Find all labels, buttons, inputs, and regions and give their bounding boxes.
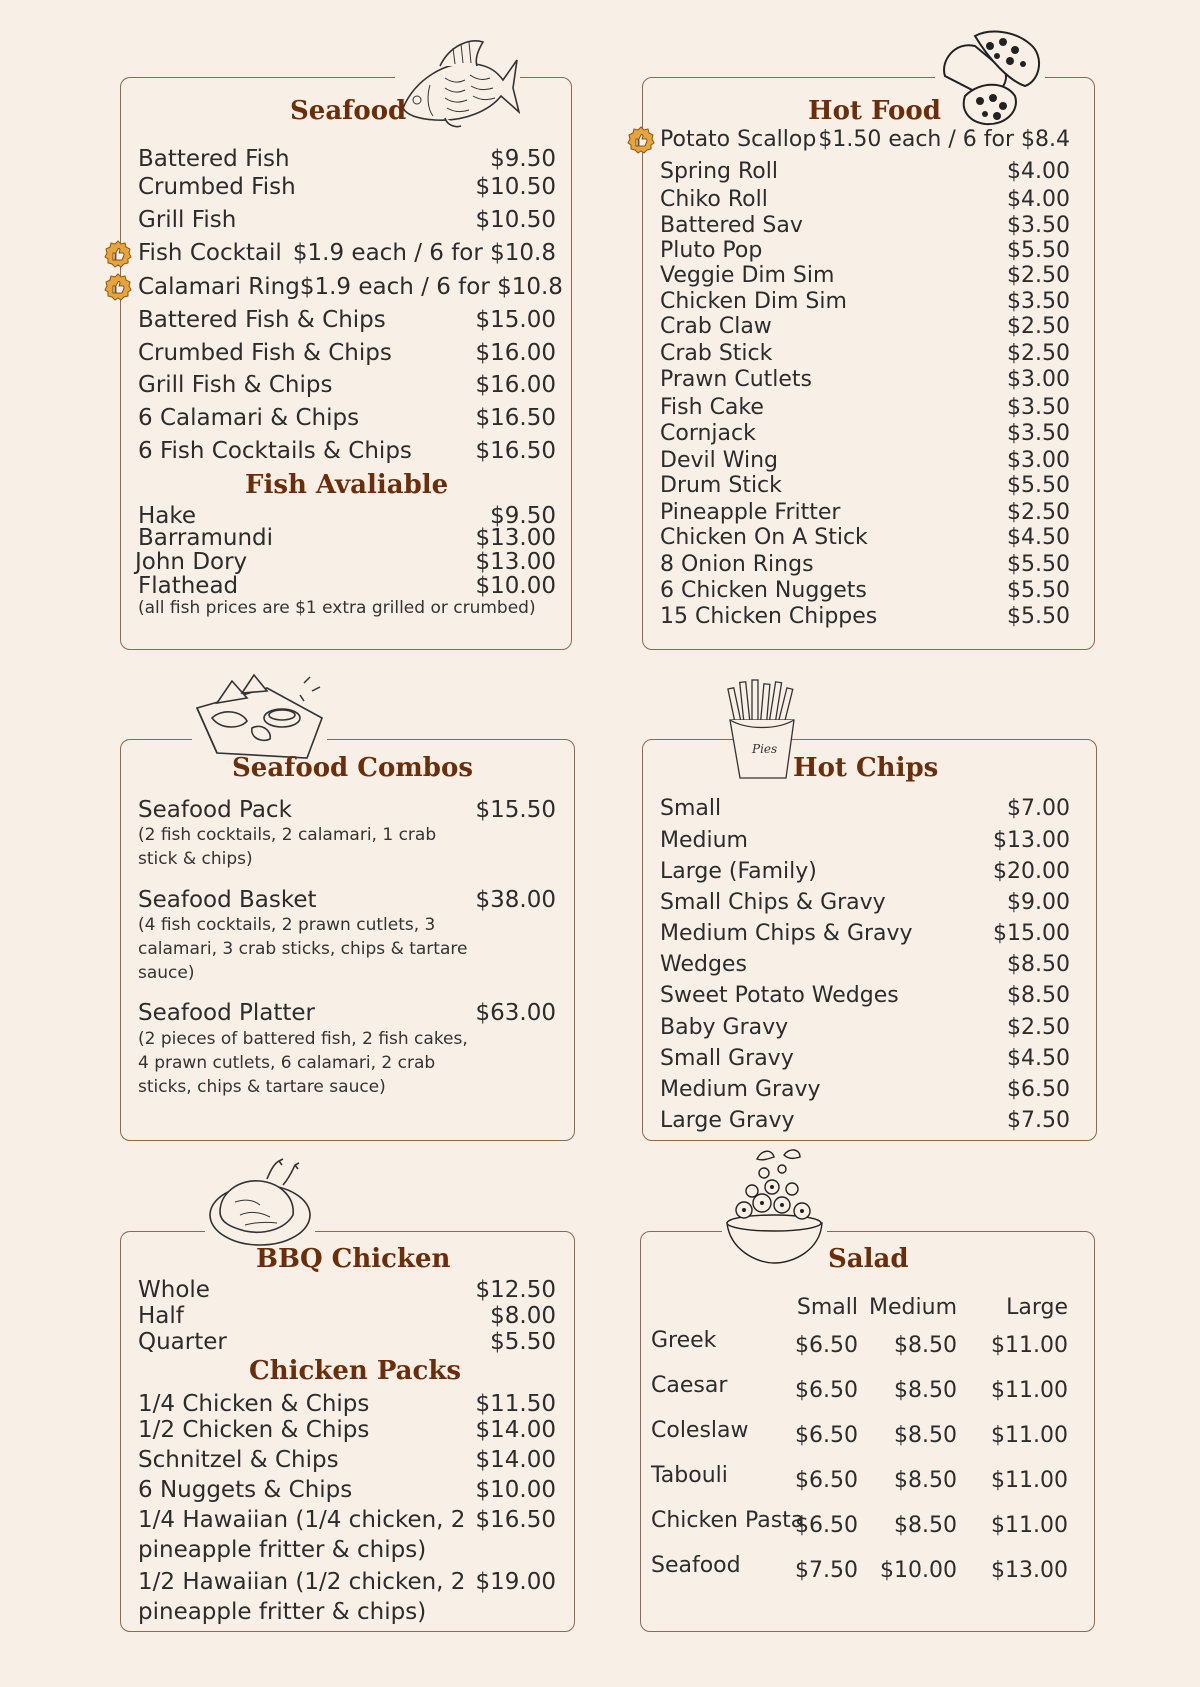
chicken-pack-item-continued: pineapple fritter & chips) (138, 1537, 427, 1563)
chicken-pack-item: 1/4 Hawaiian (1/4 chicken, 2 $16.50 (138, 1507, 556, 1533)
chips-item: Wedges $8.50 (660, 952, 1070, 977)
combo-description: (2 fish cocktails, 2 calamari, 1 crab stick & chips) (138, 825, 437, 869)
salad-bowl-illustration-icon (722, 1145, 827, 1275)
salad-price: $6.50 (795, 1423, 858, 1448)
chicken-pack-item: 1/2 Hawaiian (1/2 chicken, 2 $19.00 (138, 1569, 556, 1595)
salad-price: $6.50 (795, 1468, 858, 1493)
fish-item: Flathead $10.00 (138, 573, 556, 599)
chicken-pack-item: Schnitzel & Chips $14.00 (138, 1447, 556, 1473)
menu-item: Crumbed Fish $10.50 (138, 174, 556, 200)
menu-item: Drum Stick $5.50 (660, 473, 1070, 498)
menu-item: Chicken Dim Sim $3.50 (660, 289, 1070, 314)
seafood-title: Seafood (290, 96, 407, 126)
menu-item: Fish Cake $3.50 (660, 395, 1070, 420)
menu-item: Crab Stick $2.50 (660, 341, 1070, 366)
salad-price: $11.00 (991, 1378, 1068, 1403)
menu-item: 8 Onion Rings $5.50 (660, 552, 1070, 577)
salad-price: $8.50 (894, 1423, 957, 1448)
salad-name: Caesar (651, 1373, 728, 1398)
menu-item: 15 Chicken Chippes $5.50 (660, 604, 1070, 629)
menu-item: Veggie Dim Sim $2.50 (660, 263, 1070, 288)
menu-item-featured: Fish Cocktail $1.9 each / 6 for $10.8 (138, 240, 556, 266)
salad-price: $8.50 (894, 1378, 957, 1403)
menu-item: Devil Wing $3.00 (660, 448, 1070, 473)
menu-item: Crab Claw $2.50 (660, 314, 1070, 339)
salad-size-header: Small (796, 1295, 858, 1320)
salad-name: Seafood (651, 1553, 741, 1578)
menu-item: Grill Fish & Chips $16.00 (138, 372, 556, 398)
chicken-item: Half $8.00 (138, 1303, 556, 1329)
salad-price: $6.50 (795, 1513, 858, 1538)
salad-price: $7.50 (795, 1558, 858, 1583)
fish-item: Barramundi $13.00 (138, 525, 556, 551)
chips-item: Medium $13.00 (660, 828, 1070, 853)
chips-item: Medium Gravy $6.50 (660, 1077, 1070, 1102)
menu-item: Crumbed Fish & Chips $16.00 (138, 340, 556, 366)
chips-item: Medium Chips & Gravy $15.00 (660, 921, 1070, 946)
fish-price-note: (all fish prices are $1 extra grilled or crumbed) (138, 598, 536, 618)
chips-item: Sweet Potato Wedges $8.50 (660, 983, 1070, 1008)
chicken-pack-item: 1/4 Chicken & Chips $11.50 (138, 1391, 556, 1417)
salad-price: $11.00 (991, 1423, 1068, 1448)
chips-item: Large Gravy $7.50 (660, 1108, 1070, 1133)
combo-item: Seafood Basket $38.00 (138, 887, 556, 913)
menu-item: Pluto Pop $5.50 (660, 238, 1070, 263)
chicken-pack-item: 6 Nuggets & Chips $10.00 (138, 1477, 556, 1503)
menu-item: Spring Roll $4.00 (660, 159, 1070, 184)
menu-item: Pineapple Fritter $2.50 (660, 500, 1070, 525)
chips-item: Small $7.00 (660, 796, 1070, 821)
seafood-combos-title: Seafood Combos (232, 753, 473, 783)
salad-price: $8.50 (894, 1333, 957, 1358)
chips-box-label: Pies (752, 742, 778, 756)
thumbs-up-badge-icon (627, 126, 655, 154)
menu-item: Grill Fish $10.50 (138, 207, 556, 233)
fish-illustration-icon (395, 30, 520, 130)
salad-price: $6.50 (795, 1378, 858, 1403)
chicken-item: Quarter $5.50 (138, 1329, 556, 1355)
salad-price: $8.50 (894, 1513, 957, 1538)
combo-description: (4 fish cocktails, 2 prawn cutlets, 3 calamari, 3 crab sticks, chips & tartare sauce) (138, 915, 468, 983)
menu-item-featured: Calamari Ring $1.9 each / 6 for $10.8 (138, 274, 563, 300)
chicken-pack-item-continued: pineapple fritter & chips) (138, 1599, 427, 1625)
salad-name: Chicken Pasta (651, 1508, 805, 1533)
salad-size-header: Large (1006, 1295, 1068, 1320)
salad-price: $11.00 (991, 1333, 1068, 1358)
salad-price: $11.00 (991, 1468, 1068, 1493)
menu-item: Battered Sav $3.50 (660, 213, 1070, 238)
salad-price: $10.00 (880, 1558, 957, 1583)
bbq-chicken-title: BBQ Chicken (256, 1244, 451, 1274)
thumbs-up-badge-icon (104, 273, 132, 301)
menu-item: 6 Calamari & Chips $16.50 (138, 405, 556, 431)
hot-food-title: Hot Food (808, 96, 941, 126)
fish-available-title: Fish Avaliable (245, 470, 449, 500)
chips-item: Small Gravy $4.50 (660, 1046, 1070, 1071)
chicken-item: Whole $12.50 (138, 1277, 556, 1303)
salad-name: Greek (651, 1328, 717, 1353)
roast-chicken-illustration-icon (205, 1157, 315, 1252)
menu-item: Battered Fish $9.50 (138, 146, 556, 172)
fish-item: John Dory $13.00 (135, 549, 556, 575)
menu-item: Prawn Cutlets $3.00 (660, 367, 1070, 392)
wrap-illustration-icon (935, 26, 1045, 131)
combo-description: (2 pieces of battered fish, 2 fish cakes, 4 prawn cutlets, 6 calamari, 2 crab sticks, chips & tartare sauce) (138, 1029, 468, 1097)
chips-item: Large (Family) $20.00 (660, 859, 1070, 884)
salad-name: Coleslaw (651, 1418, 749, 1443)
fish-item: Hake $9.50 (138, 503, 556, 529)
salad-name: Tabouli (651, 1463, 728, 1488)
salad-price: $8.50 (894, 1468, 957, 1493)
salad-price: $11.00 (991, 1513, 1068, 1538)
menu-item: Cornjack $3.50 (660, 421, 1070, 446)
menu-item: 6 Fish Cocktails & Chips $16.50 (138, 438, 556, 464)
menu-item: 6 Chicken Nuggets $5.50 (660, 578, 1070, 603)
salad-title: Salad (828, 1244, 909, 1274)
menu-item-featured: Potato Scallop $1.50 each / 6 for $8.4 (660, 127, 1070, 152)
combo-item: Seafood Platter $63.00 (138, 1000, 556, 1026)
combo-item: Seafood Pack $15.50 (138, 797, 556, 823)
chicken-pack-item: 1/2 Chicken & Chips $14.00 (138, 1417, 556, 1443)
salad-price: $6.50 (795, 1333, 858, 1358)
menu-item: Chiko Roll $4.00 (660, 187, 1070, 212)
chicken-packs-title: Chicken Packs (249, 1356, 461, 1386)
hot-chips-title: Hot Chips (793, 753, 939, 783)
menu-item: Battered Fish & Chips $15.00 (138, 307, 556, 333)
chips-item: Baby Gravy $2.50 (660, 1015, 1070, 1040)
chips-item: Small Chips & Gravy $9.00 (660, 890, 1070, 915)
salad-price: $13.00 (991, 1558, 1068, 1583)
menu-item: Chicken On A Stick $4.50 (660, 525, 1070, 550)
thumbs-up-badge-icon (104, 240, 132, 268)
salad-size-header: Medium (869, 1295, 957, 1320)
